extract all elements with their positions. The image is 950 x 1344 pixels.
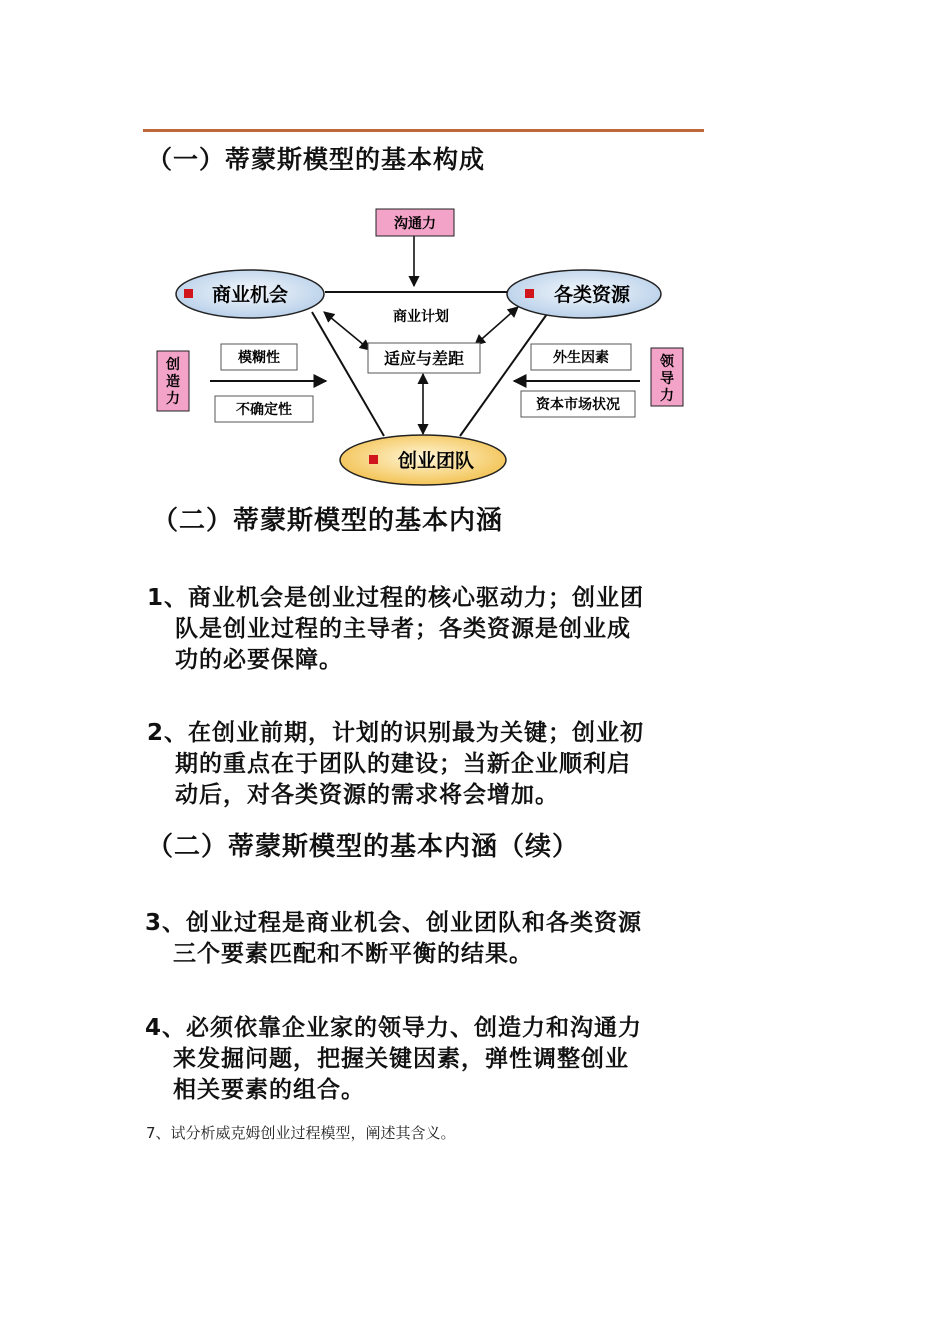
team-label: 创业团队 [397, 450, 475, 472]
point-1-line-3: 功的必要保障。 [175, 647, 343, 673]
point-3-line-1: 3、创业过程是商业机会、创业团队和各类资源 [145, 910, 643, 936]
leadership-box [651, 348, 683, 406]
uncertainty-label: 不确定性 [236, 402, 292, 418]
uncertainty-box [215, 396, 313, 422]
resources-node [507, 270, 661, 318]
ambiguity-label: 模糊性 [238, 350, 280, 366]
opportunity-marker [184, 289, 193, 298]
ambiguity-box [221, 344, 297, 370]
leadership-char-1: 领 [660, 354, 674, 370]
point-3-paragraph [145, 908, 642, 970]
team-marker [369, 455, 378, 464]
business-plan-label: 商业计划 [393, 309, 449, 325]
communication-label: 沟通力 [394, 216, 436, 232]
opportunity-label: 商业机会 [211, 284, 289, 306]
creativity-char-3: 力 [166, 391, 180, 407]
resources-label: 各类资源 [553, 284, 631, 306]
point-4-line-1: 4、必须依靠企业家的领导力、创造力和沟通力 [145, 1015, 643, 1041]
point-1-line-1: 1、商业机会是创业过程的核心驱动力；创业团 [147, 585, 645, 611]
team-node [340, 435, 506, 485]
arrow-resources-fit [475, 307, 518, 345]
leadership-char-3: 力 [660, 388, 674, 404]
communication-box [376, 209, 454, 236]
capital-market-label: 资本市场状况 [536, 397, 620, 413]
point-3-line-2: 三个要素匹配和不断平衡的结果。 [173, 941, 533, 967]
point-4-paragraph [145, 1013, 642, 1106]
point-1-paragraph [147, 583, 644, 676]
section-heading-meaning-continued: （二）蒂蒙斯模型的基本内涵（续） [147, 832, 580, 862]
fit-gap-label: 适应与差距 [383, 349, 465, 368]
external-factors-label: 外生因素 [553, 350, 609, 366]
point-4-line-2: 来发掘问题，把握关键因素，弹性调整创业 [173, 1046, 629, 1072]
point-2-line-1: 2、在创业前期，计划的识别最为关键；创业初 [147, 720, 645, 746]
resources-marker [525, 289, 534, 298]
external-factors-box [531, 344, 631, 370]
point-2-paragraph [147, 718, 644, 811]
point-4-line-3: 相关要素的组合。 [173, 1077, 365, 1103]
section-heading-meaning: （二）蒂蒙斯模型的基本内涵 [152, 506, 504, 536]
point-2-line-3: 动后，对各类资源的需求将会增加。 [175, 782, 559, 808]
point-1-line-2: 队是创业过程的主导者；各类资源是创业成 [175, 616, 631, 642]
leadership-char-2: 导 [660, 371, 674, 387]
question-7: 7、试分析威克姆创业过程模型，阐述其含义。 [146, 1124, 456, 1142]
opportunity-node [176, 270, 324, 318]
capital-market-box [521, 391, 635, 417]
creativity-char-1: 创 [166, 357, 180, 373]
fit-gap-box [368, 343, 480, 373]
creativity-char-2: 造 [166, 374, 180, 390]
creativity-box [157, 351, 189, 411]
timmons-model-diagram [0, 0, 950, 500]
section-heading-composition: （一）蒂蒙斯模型的基本构成 [147, 145, 486, 174]
point-2-line-2: 期的重点在于团队的建设；当新企业顺利启 [175, 751, 631, 777]
